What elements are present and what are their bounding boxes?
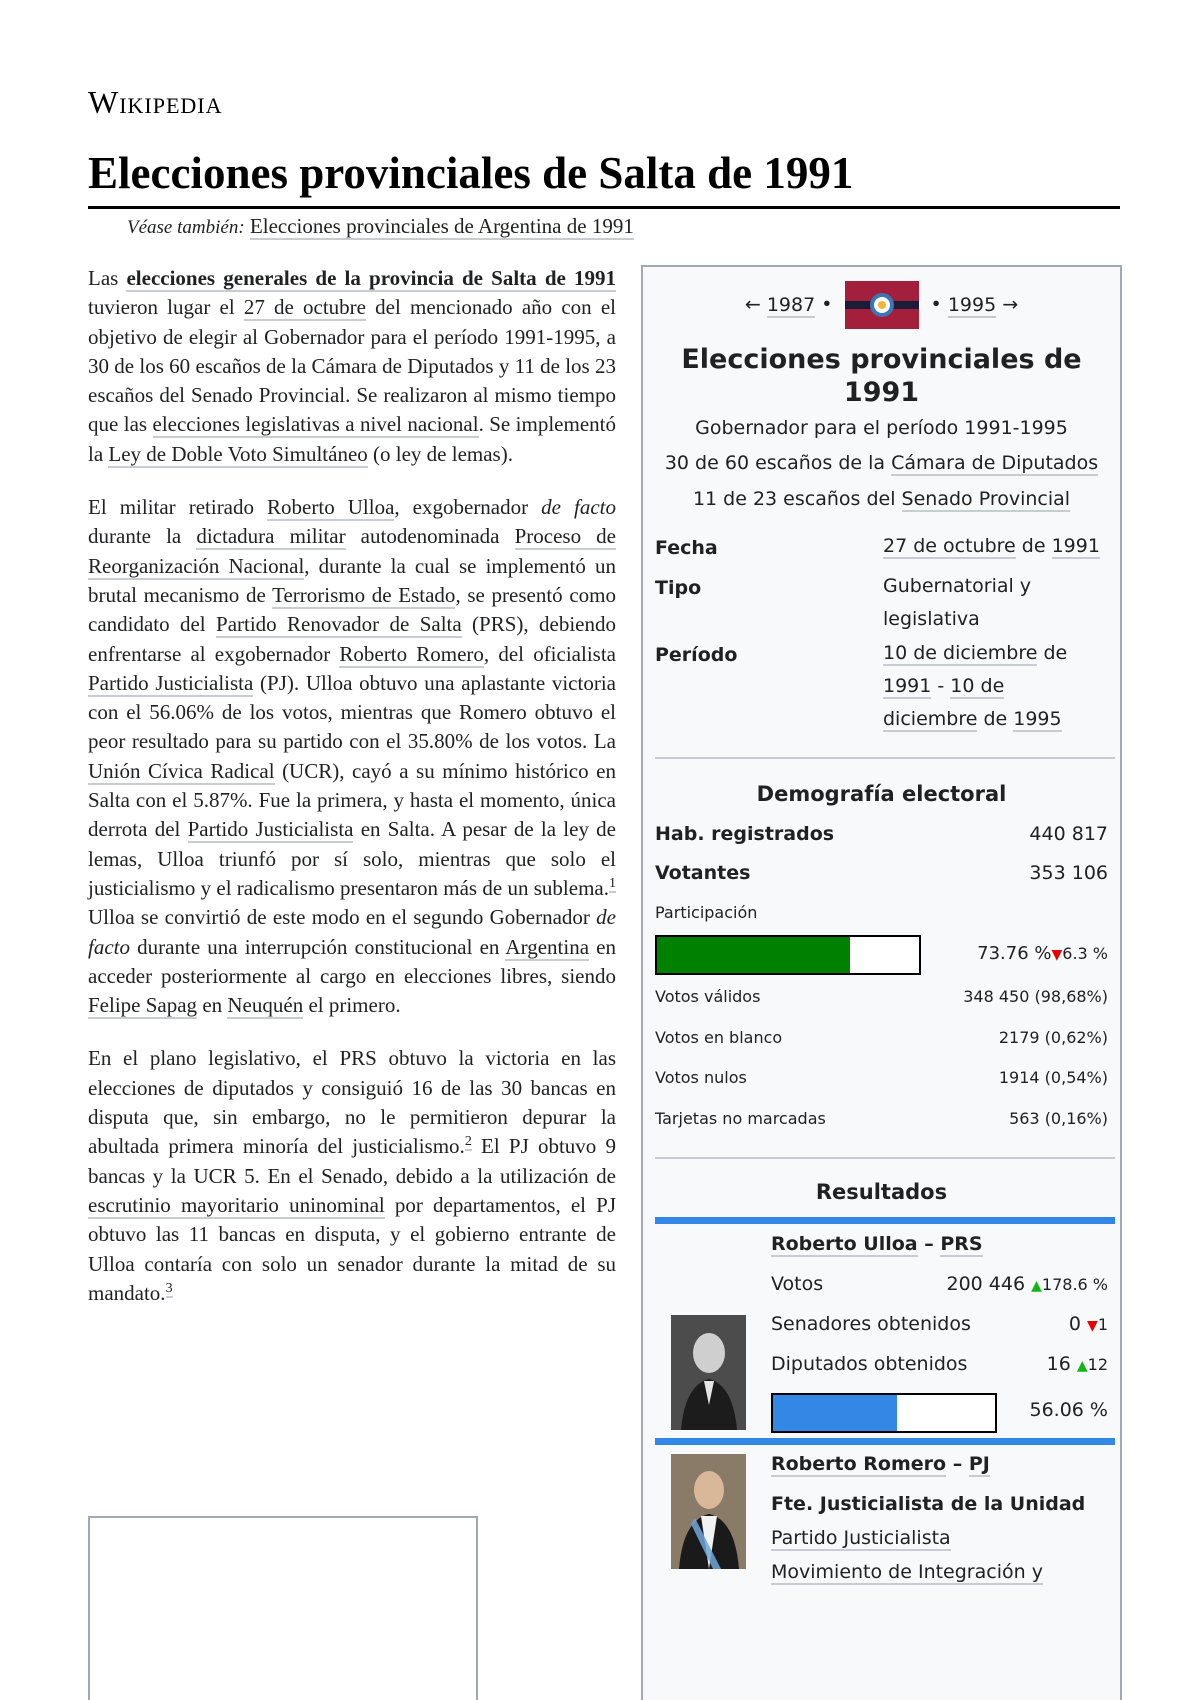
candidate-ulloa-name: Roberto Ulloa – PRS bbox=[771, 1233, 983, 1255]
salta-flag-icon[interactable] bbox=[845, 281, 919, 329]
romero-front-name: Fte. Justicialista de la Unidad bbox=[771, 1493, 1086, 1515]
votos-validos-label: Votos válidos bbox=[655, 987, 761, 1006]
ulloa-diputados-value: 16 ▲12 bbox=[1046, 1353, 1108, 1375]
camara-diputados-link[interactable]: Cámara de Diputados bbox=[891, 452, 1099, 474]
election-infobox bbox=[641, 265, 1122, 1700]
candidate-romero-name: Roberto Romero – PJ bbox=[771, 1453, 990, 1475]
tipo-label: Tipo bbox=[655, 577, 702, 599]
votos-validos-value: 348 450 (98,68%) bbox=[963, 987, 1108, 1006]
ulloa-senadores-label: Senadores obtenidos bbox=[771, 1313, 971, 1335]
participacion-bar-fill bbox=[657, 937, 850, 973]
romero-party-2 bbox=[771, 1561, 1043, 1583]
demografia-heading: Demografía electoral bbox=[756, 782, 1007, 806]
link-elecciones-legislativas[interactable]: elecciones legislativas a nivel nacional bbox=[152, 412, 479, 437]
fecha-day-link[interactable]: 27 de octubre bbox=[883, 535, 1016, 557]
ulloa-link[interactable]: Roberto Ulloa bbox=[771, 1233, 918, 1255]
bullet: • bbox=[930, 293, 942, 316]
periodo-label: Período bbox=[655, 644, 738, 666]
resultados-heading: Resultados bbox=[815, 1180, 948, 1204]
link-argentina[interactable]: Argentina bbox=[505, 934, 590, 959]
link-elecciones-generales[interactable]: elecciones generales de la provincia de Salta de 1991 bbox=[126, 266, 616, 290]
footnote-1[interactable]: 1 bbox=[609, 875, 616, 891]
infobox-subtitle-diputados: 30 de 60 escaños de la Cámara de Diputados bbox=[664, 452, 1099, 474]
hab-registrados-label: Hab. registrados bbox=[655, 823, 835, 845]
votos-blanco-label: Votos en blanco bbox=[655, 1028, 783, 1047]
ulloa-vote-bar-fill bbox=[773, 1395, 897, 1431]
periodo-start-day-link[interactable]: 10 de diciembre bbox=[883, 642, 1038, 664]
link-proceso-reorganizacion[interactable]: Proceso de Reorganización Nacional bbox=[88, 524, 616, 578]
votos-nulos-value: 1914 (0,54%) bbox=[998, 1068, 1108, 1087]
next-election-link[interactable]: 1995 bbox=[947, 293, 997, 316]
votos-blanco-value: 2179 (0,62%) bbox=[998, 1028, 1108, 1047]
see-also-link[interactable]: Elecciones provinciales de Argentina de 1991 bbox=[249, 214, 634, 238]
page-title: Elecciones provinciales de Salta de 1991 bbox=[88, 146, 1120, 209]
ulloa-votos-value: 200 446 ▲178.6 % bbox=[946, 1273, 1108, 1295]
candidate-color-bar bbox=[655, 1438, 1115, 1445]
see-also-label: Véase también: bbox=[127, 217, 245, 238]
link-roberto-ulloa[interactable]: Roberto Ulloa bbox=[267, 495, 395, 520]
periodo-value: 10 de diciembre de 1991 - 10 de diciembre de 1995 bbox=[883, 642, 1068, 730]
arrow-right-icon: → bbox=[1002, 293, 1019, 316]
votos-nulos-label: Votos nulos bbox=[655, 1068, 747, 1087]
fecha-label: Fecha bbox=[655, 537, 718, 559]
ulloa-photo[interactable] bbox=[671, 1315, 746, 1430]
hab-registrados-value: 440 817 bbox=[1029, 823, 1108, 845]
paragraph-candidates: El militar retirado Roberto Ulloa, exgobernador de facto durante la dictadura militar autodenominada Proceso de Reorganización Nacional, durante la cual se implementó un brutal mecanismo de Terrorismo de Estado, se presentó como candidato del Partido Renovador de Salta (PRS), debiendo enfrentarse al exgobernador Roberto Romero, del oficialista Partido Justicialista (PJ). Ulloa obtuvo una aplastante victoria con el 56.06% de los votos, mientras que Romero obtuvo el peor resultado para su partido con el 35.80% de los votos. La Unión Cívica Radical (UCR), cayó a su mínimo histórico en Salta con el 5.87%. Fue la primera, y hasta el momento, única derrota del Partido Justicialista en Salta. A pesar de la ley de lemas, Ulloa triunfó por sí solo, mientras que solo el justicialismo y el radicalismo presentaron más de un sublema.$^1$ Ulloa se convirtió de este modo en el segundo Gobernador de facto durante una interrupción constitucional en Argentina en acceder posteriormente al cargo en elecciones libres, siendo Felipe Sapag en Neuquén el primero. bbox=[88, 495, 617, 1018]
tipo-value: Gubernatorial y legislativa bbox=[883, 575, 1032, 630]
results-table-box bbox=[88, 1516, 478, 1700]
link-dictadura-militar[interactable]: dictadura militar bbox=[196, 524, 346, 549]
wikipedia-logo[interactable]: Wikipedia bbox=[88, 84, 223, 120]
decrease-arrow-icon: ▼ bbox=[1087, 1318, 1098, 1334]
infobox-subtitle-governor: Gobernador para el período 1991-1995 bbox=[695, 417, 1068, 439]
ulloa-votos-label: Votos bbox=[771, 1273, 824, 1295]
link-neuquen[interactable]: Neuquén bbox=[227, 993, 304, 1018]
ulloa-vote-bar bbox=[771, 1393, 997, 1433]
election-nav bbox=[643, 281, 1120, 329]
decrease-arrow-icon: ▼ bbox=[1051, 947, 1063, 963]
separator bbox=[655, 757, 1115, 759]
footnote-3[interactable]: 3 bbox=[165, 1280, 173, 1296]
link-ley-doble-voto[interactable]: Ley de Doble Voto Simultáneo bbox=[108, 441, 368, 466]
periodo-end-day-link[interactable]: 10 de diciembre bbox=[883, 675, 1005, 730]
prs-link[interactable]: PRS bbox=[940, 1233, 983, 1255]
separator bbox=[655, 1157, 1115, 1159]
votantes-label: Votantes bbox=[655, 862, 751, 884]
periodo-end-year-link[interactable]: 1995 bbox=[1013, 708, 1062, 730]
link-partido-renovador[interactable]: Partido Renovador de Salta bbox=[216, 612, 462, 637]
romero-link[interactable]: Roberto Romero bbox=[771, 1453, 947, 1475]
link-partido-justicialista-2[interactable]: Partido Justicialista bbox=[187, 817, 354, 842]
participacion-label: Participación bbox=[655, 903, 758, 922]
romero-photo[interactable] bbox=[671, 1454, 746, 1569]
pj-link[interactable]: PJ bbox=[968, 1453, 990, 1475]
link-partido-justicialista[interactable]: Partido Justicialista bbox=[88, 670, 254, 695]
link-27-octubre[interactable]: 27 de octubre bbox=[243, 295, 366, 320]
arrow-left-icon: ← bbox=[744, 293, 761, 316]
infobox-title: Elecciones provinciales de 1991 bbox=[681, 344, 1082, 408]
romero-party-1 bbox=[771, 1527, 951, 1549]
fecha-value: 27 de octubre de 1991 bbox=[883, 535, 1100, 557]
candidate-color-bar bbox=[655, 1217, 1115, 1224]
prev-election-link[interactable]: 1987 bbox=[766, 293, 816, 316]
link-escrutinio-mayoritario[interactable]: escrutinio mayoritario uninominal bbox=[88, 1192, 385, 1217]
participacion-bar bbox=[655, 935, 921, 975]
increase-arrow-icon: ▲ bbox=[1076, 1358, 1088, 1374]
ulloa-diputados-label: Diputados obtenidos bbox=[771, 1353, 968, 1375]
periodo-start-year-link[interactable]: 1991 bbox=[883, 675, 932, 697]
link-felipe-sapag[interactable]: Felipe Sapag bbox=[88, 993, 198, 1018]
participacion-value: 73.76 %▼6.3 % bbox=[977, 943, 1108, 964]
tarjetas-value: 563 (0,16%) bbox=[1009, 1109, 1108, 1128]
votantes-value: 353 106 bbox=[1029, 862, 1108, 884]
fecha-year-link[interactable]: 1991 bbox=[1051, 535, 1100, 557]
senado-provincial-link[interactable]: Senado Provincial bbox=[901, 488, 1071, 510]
tarjetas-label: Tarjetas no marcadas bbox=[655, 1109, 826, 1128]
ulloa-percent: 56.06 % bbox=[1029, 1399, 1108, 1421]
footnote-2[interactable]: 2 bbox=[464, 1134, 472, 1150]
link-roberto-romero[interactable]: Roberto Romero bbox=[339, 641, 484, 666]
link-ucr[interactable]: Unión Cívica Radical bbox=[88, 758, 275, 783]
infobox-subtitle-senado: 11 de 23 escaños del Senado Provincial bbox=[692, 488, 1071, 510]
bullet: • bbox=[821, 293, 833, 316]
mid-link[interactable]: Movimiento de Integración y bbox=[771, 1561, 1043, 1583]
partido-justicialista-link[interactable]: Partido Justicialista bbox=[771, 1527, 951, 1549]
see-also-hatnote bbox=[127, 214, 634, 239]
ulloa-senadores-value: 0 ▼1 bbox=[1068, 1313, 1108, 1335]
link-terrorismo-estado[interactable]: Terrorismo de Estado bbox=[272, 582, 456, 607]
article-body bbox=[88, 264, 616, 1332]
paragraph-legislative: En el plano legislativo, el PRS obtuvo la victoria en las elecciones de diputados y consiguió 16 de las 30 bancas en disputa que, sin embargo, no le permitieron depurar la abultada primera minoría del justicialismo.$^2$ El PJ obtuvo 9 bancas y la UCR 5. En el Senado, debido a la utilización de escrutinio mayoritario uninominal por departamentos, el PJ obtuvo las 11 bancas en disputa, y el gobierno entrante de Ulloa contaría con solo un senador durante la mitad de su mandato.$^3$ bbox=[88, 1046, 617, 1305]
paragraph-intro: Las elecciones generales de la provincia de Salta de 1991 tuvieron lugar el 27 de octubre del mencionado año con el objetivo de elegir al Gobernador para el período 1991-1995, a 30 de los 60 escaños de la Cámara de Diputados y 11 de los 23 escaños del Senado Provincial. Se realizaron al mismo tiempo que las elecciones legislativas a nivel nacional. Se implementó la Ley de Doble Voto Simultáneo (o ley de lemas). bbox=[88, 266, 616, 466]
increase-arrow-icon: ▲ bbox=[1031, 1278, 1042, 1294]
